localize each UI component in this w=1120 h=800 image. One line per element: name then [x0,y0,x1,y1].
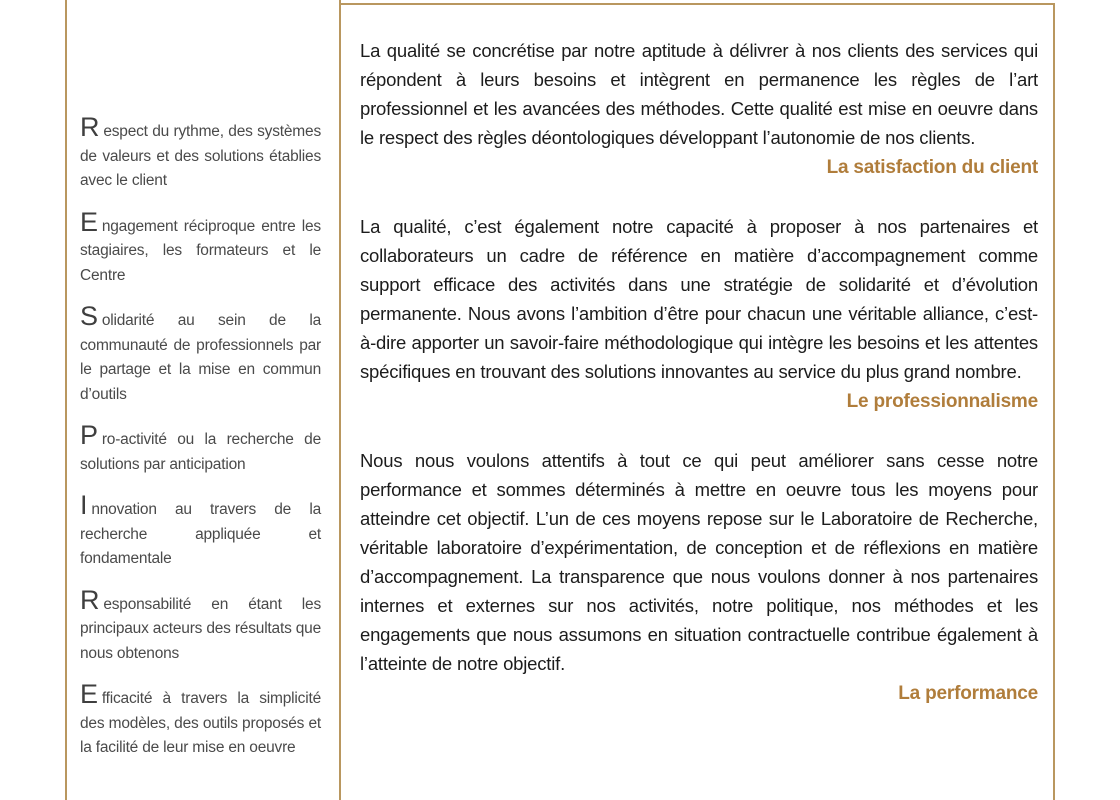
value-initial-letter: I [80,490,88,520]
value-text: esponsabilité en étant les principaux acteurs des résultats que nous obtenons [80,595,321,662]
value-initial-letter: R [80,584,100,615]
sidebar-left-border-line [65,0,67,800]
value-initial-letter: S [80,301,98,331]
value-text: nnovation au travers de la recherche appliquée et fondamentale [80,501,321,567]
value-text: fficacité à travers la simplicité des modèles, des outils proposés et la facilité de leur mise en oeuvre [80,690,321,756]
section-heading: La performance [898,683,1038,704]
sections-list [360,36,1038,705]
value-item [80,584,321,667]
values-list [80,114,321,761]
value-item [80,303,321,407]
content-top-border-line [339,3,1055,5]
quality-paragraph: La qualité, c’est également notre capacité à proposer à nos partenaires et collaborateurs un cadre de référence en matière d’accompagnement comme support efficace des activités dans une stratégie de solidarité et d’évolution permanente. Nous avons l’ambition d’être pour chacun une véritable alliance, c’est-à-dire apporter un savoir-faire méthodologique qui intègre les besoins et les attentes spécifiques en trouvant des solutions innovantes au service du plus grand nombre. [360,216,1038,382]
quality-paragraph: La qualité se concrétise par notre aptitude à délivrer à nos clients des services qui répondent à leurs besoins et intègrent en permanence les règles de l’art professionnel et les avancées des méthodes. Cette qualité est mise en oeuvre dans le respect des règles déontologiques développant l’autonomie de nos clients. [360,40,1038,148]
column-divider-line [339,0,341,800]
value-item [80,114,321,194]
quality-paragraph: Nous nous voulons attentifs à tout ce qui peut améliorer sans cesse notre performance et sommes déterminés à mettre en oeuvre tous les moyens pour atteindre cet objectif. L’un de ces moyens repose sur le Laboratoire de Recherche, véritable laboratoire d’expérimentation, de conception et de réflexions en matière d’accompagnement. La transparence que nous voulons donner à nos partenaires internes et externes sur nos activités, notre politique, nos méthodes et les engagements que nous assumons en situation contractuelle contribue également à l’atteinte de notre objectif. [360,450,1038,674]
value-item [80,422,321,477]
value-item [80,206,321,289]
section-heading: La satisfaction du client [826,157,1038,178]
value-text: ngagement réciproque entre les stagiaires, les formateurs et le Centre [80,217,321,284]
value-initial-letter: E [80,206,98,237]
value-text: espect du rythme, des systèmes de valeurs et des solutions établies avec le client [80,123,321,189]
value-initial-letter: P [80,420,98,450]
content-right-border-line [1053,3,1055,800]
value-item [80,681,321,761]
value-initial-letter: E [80,679,98,709]
values-sidebar [80,114,321,776]
main-content-panel [360,36,1038,738]
value-item [80,492,321,572]
section-heading: Le professionnalisme [846,391,1038,412]
value-text: olidarité au sein de la communauté de professionnels par le partage et la mise en commun d’outils [80,312,321,403]
value-initial-letter: R [80,112,100,142]
value-text: ro-activité ou la recherche de solutions par anticipation [80,431,321,473]
